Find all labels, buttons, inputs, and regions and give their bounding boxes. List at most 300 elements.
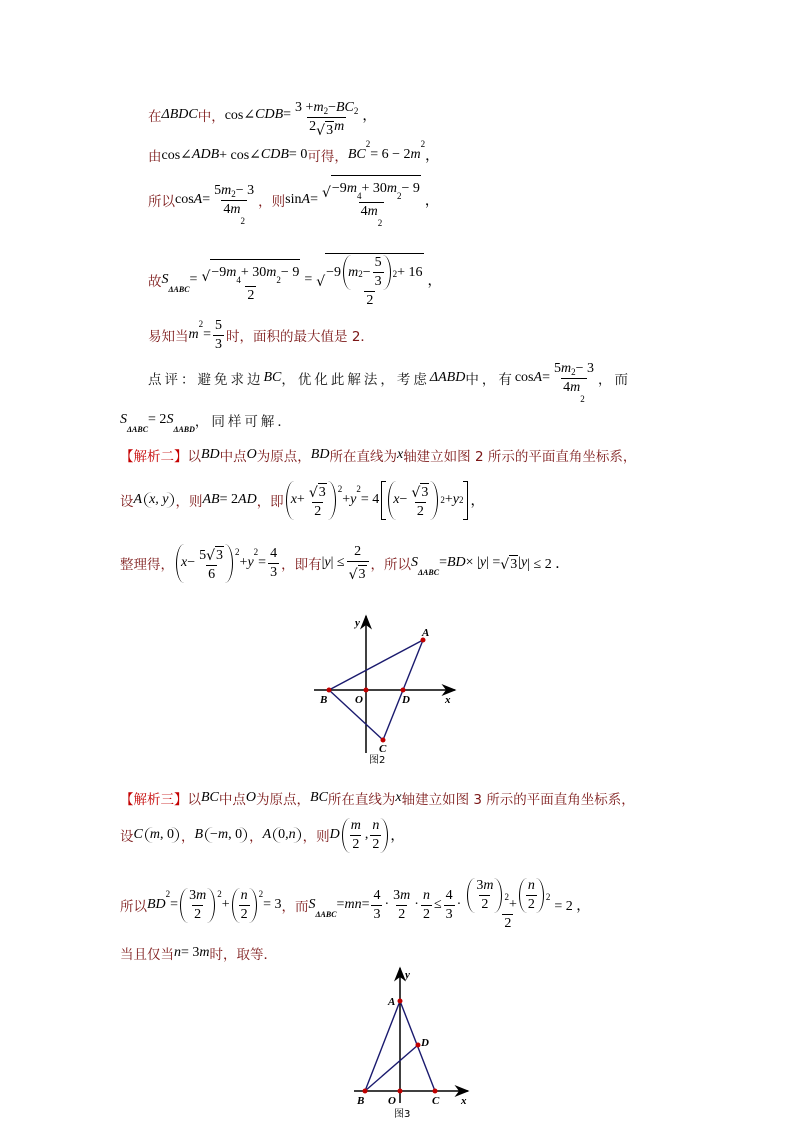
parentheses (519, 878, 544, 913)
radicand (318, 483, 327, 501)
math-symbol: ΔBDC (161, 107, 198, 122)
math-symbol: BC (263, 370, 282, 385)
label-b: B (320, 694, 328, 706)
segment-ab (365, 1001, 400, 1091)
superscript: 2 (258, 889, 264, 899)
text: 由 (148, 149, 162, 165)
denominator (396, 905, 407, 923)
math-text: ≤ (433, 897, 442, 912)
math-symbol: m (348, 264, 359, 280)
math-text: , (364, 827, 369, 842)
numerator (213, 318, 224, 335)
text: 整理得， (120, 557, 174, 573)
math-text: + 30 (240, 264, 267, 280)
math-symbol: CDB (255, 107, 284, 122)
math-text: − (328, 99, 336, 115)
numerator (463, 878, 552, 914)
math-text: 4 (445, 887, 453, 903)
math-symbol: m (334, 118, 345, 134)
math-symbol: n (288, 827, 296, 842)
fraction (370, 818, 381, 853)
math-text: = 0 (288, 147, 308, 162)
numerator (552, 353, 596, 378)
superscript: 2 (440, 494, 445, 505)
section-heading: 【解析二】 (120, 449, 188, 465)
math-symbol: n (527, 878, 535, 893)
math-symbol: n (240, 887, 248, 903)
figure-2-caption: 图2 (369, 755, 386, 766)
text: 时，面积的最大值是 2． (226, 329, 374, 345)
radical-sign-icon: √ (201, 268, 211, 285)
label-a: A (388, 996, 396, 1008)
math-text: 2 (504, 916, 512, 931)
parentheses (343, 255, 391, 290)
math-text: 2 (422, 906, 430, 922)
text-line (120, 470, 484, 530)
text: 所以 (120, 899, 147, 915)
fraction (314, 251, 425, 309)
parentheses (342, 818, 389, 853)
math-text: = (170, 897, 179, 912)
label-c: C (379, 743, 387, 755)
numerator (349, 818, 363, 835)
point-c (381, 738, 386, 743)
parentheses (144, 492, 173, 508)
label-a: A (422, 627, 430, 639)
math-text: | (321, 555, 325, 570)
math-symbol: B (194, 827, 204, 842)
figure-2 (300, 605, 470, 770)
fraction (320, 173, 423, 228)
math-symbol: S (411, 555, 419, 570)
math-text: 4 (270, 545, 278, 561)
numerator (444, 888, 455, 905)
math-text: 2 (372, 836, 380, 852)
math-symbol: m (226, 264, 237, 280)
text: 所以 (148, 194, 175, 210)
superscript: 2 (353, 105, 359, 116)
math-text: | ≤ 2 ． (527, 557, 570, 572)
text: ， (249, 829, 263, 845)
math-text: −9 (331, 180, 347, 196)
math-symbol: m (386, 180, 397, 196)
math-symbol: x, y (149, 492, 169, 507)
math-symbol: n (174, 945, 181, 960)
math-symbol: x (395, 790, 402, 805)
math-text: − (399, 492, 408, 507)
point-o (398, 1089, 403, 1094)
numerator (187, 888, 208, 905)
numerator (352, 544, 363, 561)
superscript: 2 (235, 547, 240, 557)
text: 所在直线为 (329, 449, 397, 465)
numerator (391, 888, 412, 905)
math-symbol: y (479, 555, 487, 570)
math-text: 3 (393, 887, 401, 903)
radical-sign-icon: √ (321, 184, 331, 201)
numerator (307, 481, 329, 502)
math-symbol: y (521, 555, 528, 570)
section-heading: 【解析三】 (120, 792, 188, 808)
text: ，优化此解法，考虑 (281, 372, 430, 388)
text: 所在直线为 (327, 792, 396, 808)
math-symbol: BC (347, 147, 366, 162)
square-root (309, 481, 327, 501)
math-text: −9 (326, 264, 342, 280)
label-d: D (402, 694, 410, 706)
math-text: | ≤ (330, 555, 345, 570)
text: 轴建立如图 3 所示的平面直角坐标系， (401, 792, 635, 808)
math-symbol: x (290, 492, 297, 507)
math-text: · (456, 897, 462, 912)
parentheses (273, 827, 301, 843)
math-text: − (187, 555, 196, 570)
denominator (373, 272, 384, 290)
math-symbol: BC (310, 790, 328, 805)
point-b (327, 688, 332, 693)
math-text: 3 (189, 887, 197, 903)
superscript: 2 (217, 889, 222, 899)
math-symbol: m (196, 887, 207, 903)
text-line (148, 170, 439, 230)
text: ，则 (258, 194, 286, 210)
label-y: y (355, 617, 360, 629)
math-text: = (258, 555, 267, 570)
math-text: 4 (360, 203, 368, 219)
denominator (479, 895, 490, 913)
fraction (391, 888, 412, 923)
radical-sign-icon: √ (308, 484, 318, 501)
denominator (370, 835, 381, 853)
math-text: sin (285, 192, 302, 207)
math-text: 5 (553, 360, 561, 376)
math-text: 2 (314, 503, 322, 519)
text: 设 (120, 494, 134, 510)
math-text: + (221, 897, 230, 912)
denominator (268, 563, 279, 581)
math-symbol: S (120, 412, 127, 427)
label-x: x (461, 1095, 467, 1107)
segment-bd (365, 1045, 418, 1091)
math-symbol: n (422, 887, 430, 903)
text: 中， (197, 109, 225, 125)
radical-sign-icon: √ (411, 484, 421, 501)
denominator (561, 378, 587, 404)
math-text: + cos∠ (219, 147, 261, 163)
superscript: 2 (323, 105, 329, 116)
denominator (359, 202, 385, 228)
text: 可得， (307, 149, 348, 165)
label-c: C (432, 1095, 440, 1107)
numerator (526, 878, 537, 895)
math-text: = 3 (181, 945, 200, 960)
text: ，即 (256, 494, 284, 510)
math-symbol: y (452, 492, 459, 507)
math-text: 2 (194, 906, 202, 922)
superscript: 2 (337, 484, 343, 494)
math-symbol: m (217, 827, 229, 842)
math-symbol: ΔABD (429, 370, 466, 385)
square-root (316, 251, 423, 290)
numerator (371, 888, 382, 905)
math-symbol: BC (335, 99, 354, 115)
math-text: + (296, 492, 305, 507)
math-text: − 3 (235, 182, 255, 198)
math-symbol: S (308, 897, 316, 912)
text: 时，取等． (209, 947, 278, 963)
superscript: 2 (358, 269, 363, 279)
fraction (421, 888, 432, 923)
denominator (239, 905, 250, 923)
math-symbol: A (262, 827, 272, 842)
superscript: 2 (580, 393, 585, 404)
math-text: 3 (215, 336, 223, 352)
math-text: − 9 (401, 180, 420, 196)
text: 中点 (219, 449, 247, 465)
superscript: 2 (356, 484, 361, 494)
text: 在 (148, 109, 162, 125)
math-text: − 9 (280, 264, 300, 280)
numerator (199, 257, 302, 286)
math-text: 0, (278, 827, 289, 842)
parentheses (176, 544, 233, 583)
text: 故 (148, 274, 162, 290)
text: ，即有 (281, 557, 322, 573)
math-symbol: x (396, 447, 404, 462)
math-symbol: x (181, 555, 188, 570)
math-text: | = (486, 555, 501, 570)
math-text: = (336, 897, 345, 912)
denominator (415, 502, 426, 520)
math-symbol: m (199, 945, 210, 960)
math-symbol: x (393, 492, 400, 507)
math-text: ， (425, 149, 440, 164)
point-d (416, 1043, 421, 1048)
point-d (401, 688, 406, 693)
text: 为原点， (256, 792, 311, 808)
point-o (364, 688, 369, 693)
math-text: + (508, 897, 517, 912)
math-symbol: y (324, 555, 331, 570)
math-text: = (304, 272, 313, 287)
numerator (268, 546, 279, 563)
subscript: ΔABC (168, 285, 190, 294)
math-symbol: y (247, 555, 254, 570)
fraction (444, 888, 455, 923)
fraction (409, 481, 431, 520)
superscript: 2 (545, 892, 551, 902)
math-symbol: m (188, 327, 199, 342)
superscript: 4 (356, 190, 362, 201)
subscript: ΔABC (315, 910, 337, 919)
math-symbol: O (245, 790, 257, 805)
superscript: 2 (231, 188, 236, 199)
math-text: + (239, 555, 248, 570)
denominator (312, 502, 323, 520)
fraction (307, 481, 329, 520)
superscript: 2 (253, 547, 259, 557)
math-symbol: m (266, 264, 277, 280)
fraction (371, 888, 382, 923)
fraction (187, 888, 208, 923)
math-text: + 30 (361, 180, 387, 196)
math-text: = (202, 192, 211, 207)
math-symbol: m (221, 182, 232, 198)
math-text: 3 (326, 122, 334, 138)
math-text: 3 (421, 484, 429, 500)
numerator (409, 481, 431, 502)
radical-sign-icon: √ (348, 566, 358, 583)
math-text: · (414, 897, 419, 912)
math-text: − (210, 827, 218, 842)
math-symbol: O (246, 447, 257, 462)
radical-sign-icon: √ (206, 547, 216, 564)
superscript: 2 (276, 274, 281, 285)
math-symbol: A (533, 370, 543, 385)
radicand (331, 175, 421, 201)
text-line (120, 533, 569, 593)
parentheses (467, 878, 502, 913)
math-symbol: BD (446, 555, 466, 570)
parentheses (205, 827, 247, 843)
math-text: 3 (358, 566, 366, 582)
radical-sign-icon: √ (316, 122, 326, 139)
numerator (474, 878, 495, 895)
text: 中点 (218, 792, 246, 808)
segment-ab (329, 640, 423, 690)
text: ， (180, 829, 195, 845)
math-symbol: BD (201, 447, 220, 462)
math-text: 2 (366, 293, 374, 308)
math-symbol: D (329, 827, 340, 842)
superscript: 2 (420, 139, 426, 149)
math-text: 2 (309, 118, 317, 134)
numerator (373, 255, 384, 272)
math-text: ， (427, 274, 442, 289)
text-line (120, 805, 404, 865)
denominator (444, 905, 455, 923)
math-text: + (342, 492, 351, 507)
math-symbol: S (166, 412, 174, 427)
math-symbol: m (560, 360, 572, 376)
math-text: | (518, 555, 521, 570)
math-text: −9 (211, 264, 227, 280)
point-a (398, 999, 403, 1004)
math-text: 3 (270, 564, 278, 580)
radical-sign-icon: √ (316, 274, 326, 290)
fraction (552, 353, 596, 404)
fraction (349, 818, 363, 853)
text: ，而 (598, 372, 631, 388)
fraction (526, 878, 537, 913)
text: 易知当 (148, 329, 189, 345)
superscript: 2 (198, 319, 204, 329)
math-symbol: BC (201, 790, 219, 805)
math-symbol: m (400, 887, 411, 903)
fraction (347, 544, 369, 583)
math-text: = 2 ， (554, 899, 591, 914)
parentheses (286, 481, 336, 520)
superscript: 2 (504, 892, 509, 902)
denominator (221, 200, 247, 226)
fraction (212, 175, 256, 226)
text-line (148, 250, 442, 310)
fraction (268, 546, 279, 581)
math-text: = 4 (360, 492, 380, 507)
math-text: 3 (373, 906, 381, 922)
numerator (370, 818, 381, 835)
math-text: cos (175, 192, 194, 207)
math-symbol: m (367, 203, 378, 219)
math-symbol: m (230, 201, 241, 217)
math-symbol: BD (147, 897, 166, 912)
fraction (199, 257, 302, 304)
math-text: = (283, 107, 292, 122)
math-text: 2 (247, 287, 255, 303)
math-symbol: BD (310, 447, 330, 462)
numerator (320, 173, 423, 202)
math-symbol: y (350, 492, 357, 507)
math-text: 2 (527, 897, 535, 912)
math-symbol: A (133, 492, 143, 507)
math-symbol: S (161, 272, 169, 287)
label-o: O (388, 1095, 396, 1107)
math-text: = (189, 272, 198, 287)
denominator (206, 565, 217, 583)
math-text: = (310, 192, 318, 207)
math-text: 5 (214, 182, 222, 198)
radicand (325, 253, 423, 290)
superscript: 2 (396, 190, 402, 201)
text: 以 (187, 792, 201, 808)
label-d: D (421, 1037, 429, 1049)
square-root (206, 544, 224, 564)
text: 为原点， (256, 449, 311, 465)
denominator (192, 905, 203, 923)
math-text: = (542, 370, 550, 385)
figure-3-caption: 图3 (394, 1109, 411, 1120)
math-symbol: m (483, 878, 494, 893)
math-symbol: C (133, 827, 143, 842)
math-text: × | (465, 555, 480, 570)
math-text: − (362, 264, 371, 280)
math-text: = 2 (148, 412, 167, 427)
parentheses (388, 481, 438, 520)
math-text: 2 (354, 543, 362, 559)
text: 当且仅当 (120, 947, 174, 963)
superscript: 2 (165, 889, 171, 899)
math-text: 2 (416, 503, 424, 519)
numerator (239, 888, 250, 905)
math-text: 3 (216, 547, 224, 563)
text: ，而 (281, 899, 309, 915)
math-text: 3 (374, 274, 382, 289)
subscript: ΔABC (127, 425, 149, 434)
math-text: ， (362, 109, 377, 124)
math-symbol: A (301, 192, 311, 207)
math-text: 3 (476, 878, 484, 893)
math-text: 5 (374, 255, 382, 270)
math-text: 4 (563, 379, 571, 395)
superscript: 2 (458, 494, 464, 505)
point-b (363, 1089, 368, 1094)
math-symbol: AB (202, 492, 220, 507)
brackets (381, 481, 468, 520)
text: 点评：避免求边 (148, 372, 264, 388)
fraction (474, 878, 495, 913)
math-text: = (361, 897, 370, 912)
denominator (245, 286, 256, 304)
